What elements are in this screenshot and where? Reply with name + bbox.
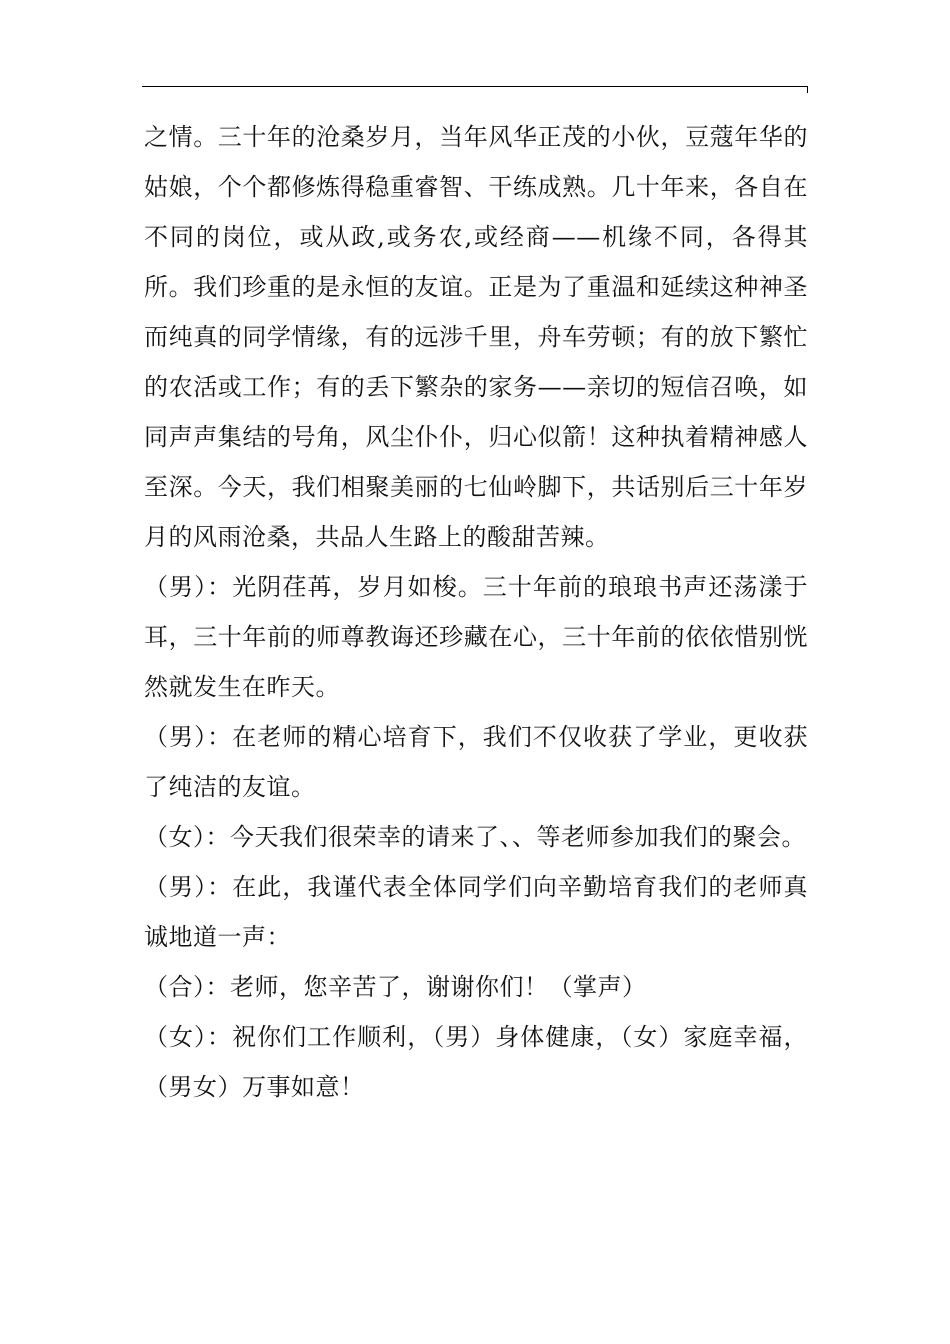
header-rule-end-mark: [807, 86, 808, 93]
paragraph-together: （合）：老师，您辛苦了，谢谢你们！（掌声）: [144, 973, 647, 1001]
paragraph-male-1: （男）：光阴荏苒，岁月如梭。三十年前的琅琅书声还荡漾于耳，三十年前的师尊教诲还珍藏在心，三十年前的依依惜别恍然就发生在昨天。: [144, 573, 808, 701]
paragraph-female-1: （女）：今天我们很荣幸的请来了、、等老师参加我们的聚会。: [144, 823, 806, 851]
paragraph-male-3: （男）：在此，我谨代表全体同学们向辛勤培育我们的老师真诚地道一声：: [144, 873, 808, 951]
body-text: [144, 112, 808, 1112]
paragraph-opening: 之情。三十年的沧桑岁月，当年风华正茂的小伙，豆蔻年华的姑娘，个个都修炼得稳重睿智、干练成熟。几十年来，各自在不同的岗位，或从政,或务农,或经商——机缘不同，各得其所。我们珍重的是永恒的友谊。正是为了重温和延续这种神圣而纯真的同学情缘，有的远涉千里，舟车劳顿；有的放下繁忙的农活或工作；有的丢下繁杂的家务——亲切的短信召唤，如同声声集结的号角，风尘仆仆，归心似箭！这种执着精神感人至深。今天，我们相聚美丽的七仙岭脚下，共话别后三十年岁月的风雨沧桑，共品人生路上的酸甜苦辣。: [144, 123, 808, 551]
paragraph-male-2: （男）：在老师的精心培育下，我们不仅收获了学业，更收获了纯洁的友谊。: [144, 723, 808, 801]
header-rule: [142, 86, 808, 87]
paragraph-female-2: （女）：祝你们工作顺利，（男）身体健康，（女）家庭幸福，（男女）万事如意！: [144, 1023, 808, 1101]
